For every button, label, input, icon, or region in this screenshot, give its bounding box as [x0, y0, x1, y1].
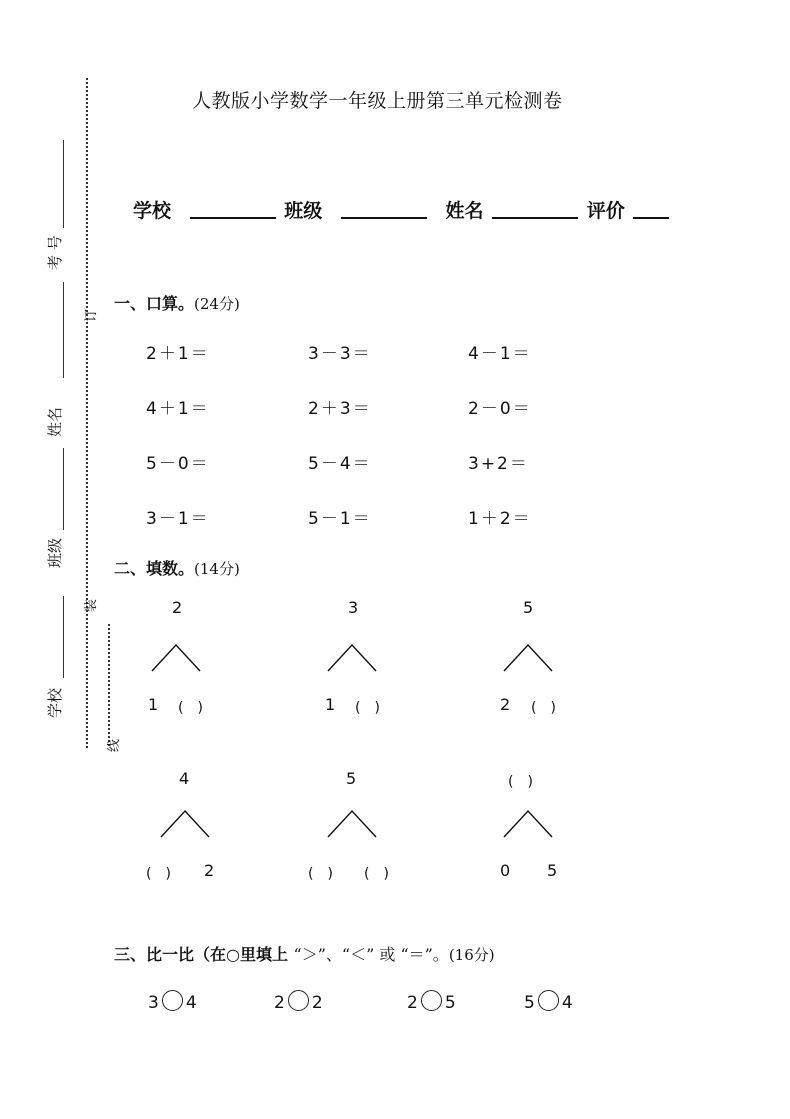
margin-ding: 订	[84, 308, 99, 322]
compare-left: 5	[524, 993, 535, 1013]
tree-right-blank[interactable]: ( )	[355, 700, 380, 716]
exam-no-underline	[63, 140, 64, 228]
equation: 2＋3＝	[308, 399, 372, 419]
compare-item	[524, 990, 573, 1013]
school-label: 学校	[133, 200, 172, 222]
section3-points: (16分)	[448, 946, 495, 964]
tree-top: 5	[523, 598, 534, 617]
split-lines	[328, 811, 378, 838]
split-lines	[161, 811, 211, 838]
tree-right-blank[interactable]: ( )	[531, 700, 556, 716]
margin-xian: 线	[107, 738, 122, 752]
margin-class: 班级	[46, 537, 64, 568]
student-info-row	[133, 196, 669, 223]
tree-right: 2	[204, 861, 215, 880]
school-underline	[63, 596, 64, 678]
tree-left: 0	[500, 861, 511, 880]
eval-label: 评价	[586, 200, 625, 222]
equation: 3+2＝	[468, 454, 529, 474]
equation: 5－4＝	[308, 454, 372, 474]
eval-blank[interactable]	[633, 199, 669, 219]
section1-title: 一、口算。	[114, 294, 195, 313]
compare-circle[interactable]	[162, 990, 183, 1011]
tree-right-blank[interactable]: ( )	[178, 700, 203, 716]
tree-top: 2	[172, 598, 183, 617]
name-underline	[63, 282, 64, 378]
section3-title: 三、比一比（在○里填上	[114, 945, 288, 964]
tree-left: 2	[500, 695, 511, 714]
compare-item	[148, 990, 197, 1013]
compare-circle[interactable]	[538, 990, 559, 1011]
compare-right: 2	[311, 993, 323, 1013]
tree-left-blank[interactable]: ( )	[146, 866, 171, 882]
class-underline	[63, 448, 64, 530]
compare-right: 4	[561, 993, 573, 1013]
binding-dotted-line-inner	[108, 624, 110, 746]
tree-right-blank[interactable]: ( )	[364, 866, 389, 882]
compare-left: 2	[274, 993, 285, 1013]
tree-left: 1	[325, 695, 336, 714]
section3-symbols: “＞”、“＜” 或 “＝”。	[293, 945, 449, 964]
tree-top: 5	[346, 769, 357, 788]
tree-left-blank[interactable]: ( )	[308, 866, 333, 882]
tree-top: 3	[348, 598, 359, 617]
section1-points: (24分)	[194, 295, 240, 313]
equation: 4＋1＝	[146, 399, 210, 419]
school-blank[interactable]	[190, 199, 276, 219]
page-title: 人教版小学数学一年级上册第三单元检测卷	[192, 90, 563, 112]
equation: 4－1＝	[468, 344, 532, 364]
equation: 5－1＝	[308, 509, 372, 529]
equation: 2－0＝	[468, 399, 532, 419]
section2-points: (14分)	[194, 560, 240, 578]
section3-heading	[114, 942, 495, 965]
compare-circle[interactable]	[288, 990, 309, 1011]
compare-right: 5	[444, 993, 456, 1013]
tree-top: 4	[179, 769, 190, 788]
margin-name: 姓名	[46, 406, 64, 437]
compare-left: 3	[148, 993, 159, 1013]
split-lines	[504, 645, 554, 672]
tree-top-blank[interactable]: ( )	[508, 774, 533, 790]
tree-left: 1	[148, 695, 159, 714]
name-blank[interactable]	[492, 199, 578, 219]
equation: 5－0＝	[146, 454, 210, 474]
class-label: 班级	[284, 200, 323, 222]
tree-right: 5	[547, 861, 558, 880]
margin-school: 学校	[46, 687, 64, 718]
equation: 3－3＝	[308, 344, 372, 364]
split-lines	[504, 811, 554, 838]
section1-heading	[114, 291, 240, 314]
margin-zhuang: 装	[84, 598, 99, 612]
compare-item	[407, 990, 456, 1013]
class-blank[interactable]	[341, 199, 427, 219]
compare-circle[interactable]	[421, 990, 442, 1011]
section2-title: 二、填数。	[114, 559, 195, 578]
binding-dotted-line	[86, 78, 88, 748]
section2-heading	[114, 556, 240, 579]
compare-right: 4	[185, 993, 197, 1013]
compare-item	[274, 990, 323, 1013]
equation: 1＋2＝	[468, 509, 532, 529]
margin-exam-no: 考 号	[46, 235, 64, 270]
split-lines	[328, 645, 378, 672]
name-label: 姓名	[445, 200, 484, 222]
compare-left: 2	[407, 993, 418, 1013]
equation: 2＋1＝	[146, 344, 210, 364]
equation: 3－1＝	[146, 509, 210, 529]
split-lines	[152, 645, 202, 672]
